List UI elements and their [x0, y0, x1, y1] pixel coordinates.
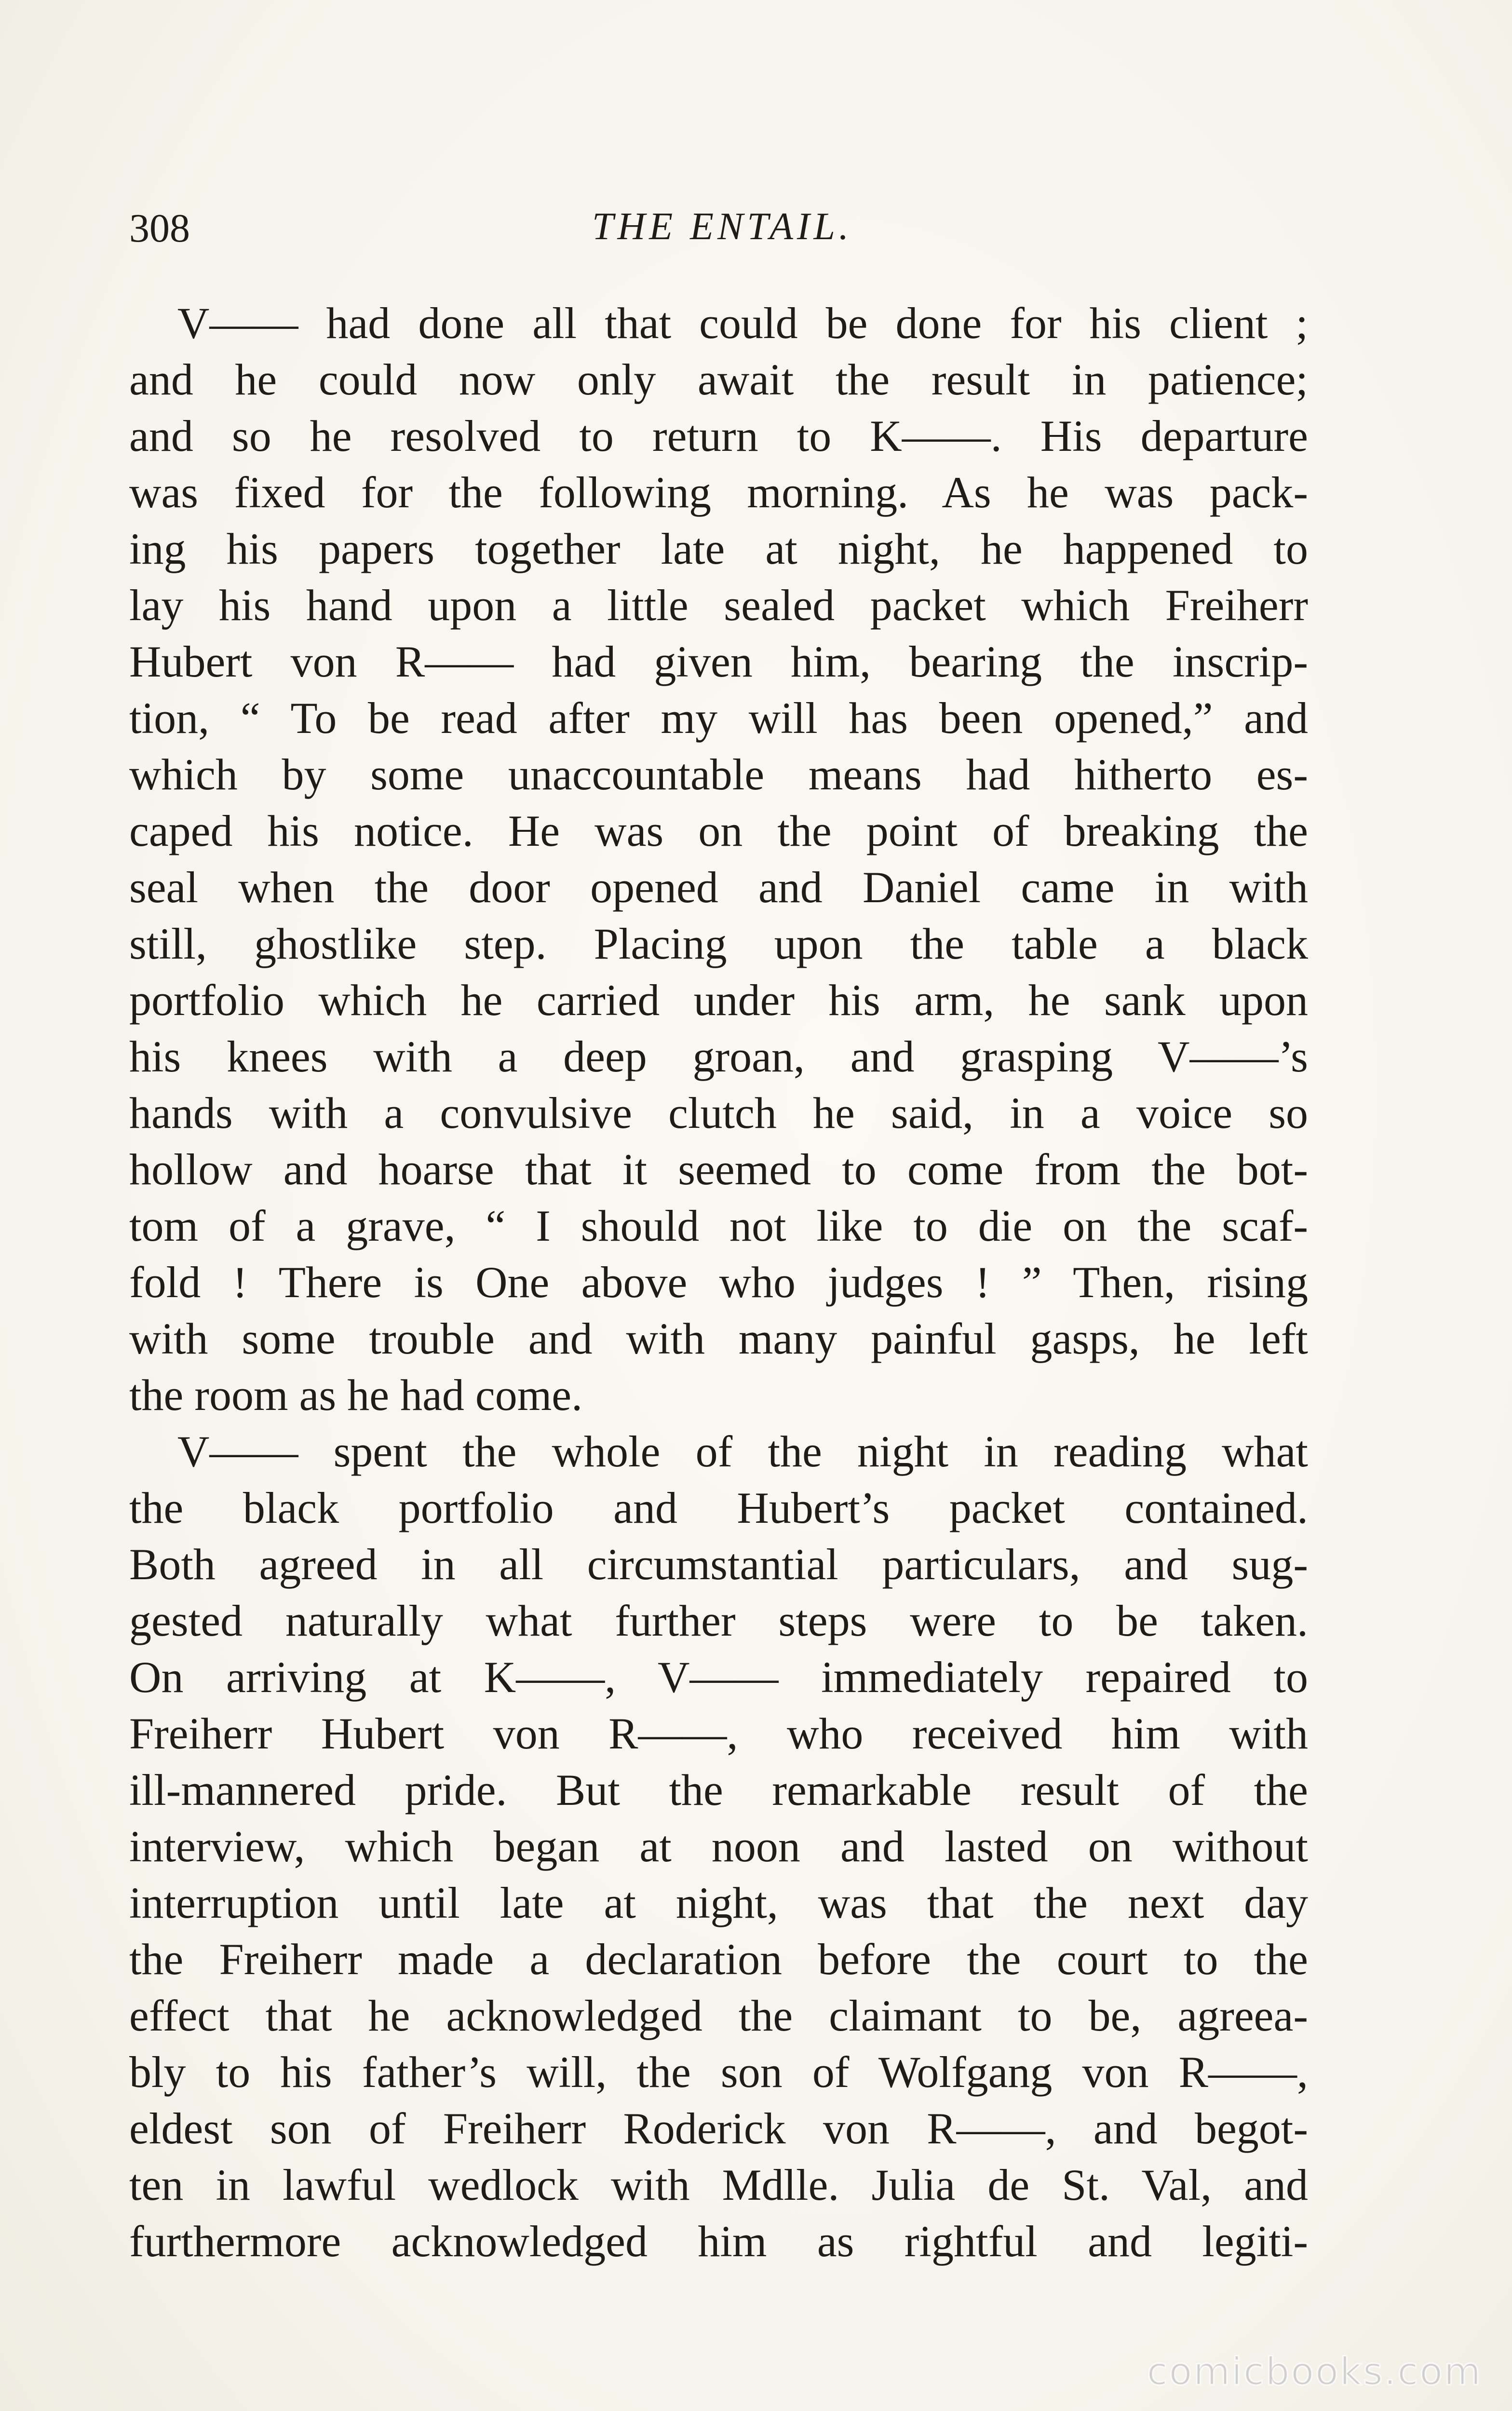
- text-line: and he could now only await the result in patience;: [129, 355, 1308, 404]
- running-head: [129, 203, 1315, 256]
- text-line: hands with a convulsive clutch he said, in a voice so: [129, 1088, 1308, 1138]
- text-line: still, ghostlike step. Placing upon the table a black: [129, 919, 1308, 968]
- page-number: 308: [129, 206, 190, 251]
- text-line: hollow and hoarse that it seemed to come from the bot-: [129, 1145, 1308, 1194]
- text-line: V—— spent the whole of the night in reading what: [177, 1427, 1308, 1476]
- text-line: On arriving at K——, V—— immediately repaired to: [129, 1652, 1308, 1702]
- text-line: caped his notice. He was on the point of breaking the: [129, 806, 1308, 855]
- text-line: ill-mannered pride. But the remarkable result of the: [129, 1765, 1308, 1815]
- text-line: interruption until late at night, was that the next day: [129, 1878, 1308, 1927]
- text-line: fold ! There is One above who judges ! ” Then, rising: [129, 1258, 1308, 1307]
- text-line: interview, which began at noon and lasted on without: [129, 1822, 1308, 1871]
- text-line: V—— had done all that could be done for his client ;: [177, 298, 1308, 348]
- text-line: Freiherr Hubert von R——, who received him with: [129, 1709, 1308, 1758]
- text-line: lay his hand upon a little sealed packet which Freiherr: [129, 581, 1308, 630]
- text-line: effect that he acknowledged the claimant to be, agreea-: [129, 1991, 1308, 2040]
- text-line: portfolio which he carried under his arm, he sank upon: [129, 975, 1308, 1025]
- text-line: bly to his father’s will, the son of Wolfgang von R——,: [129, 2047, 1308, 2097]
- text-line: with some trouble and with many painful gasps, he left: [129, 1314, 1308, 1363]
- text-line: tion, “ To be read after my will has been opened,” and: [129, 693, 1308, 743]
- body-text: [129, 295, 1308, 2270]
- text-line: ten in lawful wedlock with Mdlle. Julia de St. Val, and: [129, 2160, 1308, 2209]
- text-line: Both agreed in all circumstantial particulars, and sug-: [129, 1540, 1308, 1589]
- text-line: and so he resolved to return to K——. His departure: [129, 411, 1308, 461]
- text-line: furthermore acknowledged him as rightful and legiti-: [129, 2217, 1308, 2266]
- text-line: which by some unaccountable means had hitherto es-: [129, 750, 1308, 799]
- text-line: the Freiherr made a declaration before the court to the: [129, 1935, 1308, 1984]
- text-line: was fixed for the following morning. As he was pack-: [129, 468, 1308, 517]
- text-line: Hubert von R—— had given him, bearing the inscrip-: [129, 637, 1308, 686]
- text-line: ing his papers together late at night, he happened to: [129, 524, 1308, 573]
- text-line: tom of a grave, “ I should not like to die on the scaf-: [129, 1201, 1308, 1250]
- text-line: the room as he had come.: [129, 1370, 583, 1420]
- text-line: his knees with a deep groan, and grasping V——’s: [129, 1032, 1308, 1081]
- running-title: THE ENTAIL.: [592, 205, 852, 248]
- text-line: eldest son of Freiherr Roderick von R——, and begot-: [129, 2104, 1308, 2153]
- text-line: seal when the door opened and Daniel came in with: [129, 863, 1308, 912]
- text-line: gested naturally what further steps were to be taken.: [129, 1596, 1308, 1645]
- watermark: comicbooks.com: [1147, 2350, 1482, 2394]
- text-line: the black portfolio and Hubert’s packet contained.: [129, 1483, 1308, 1532]
